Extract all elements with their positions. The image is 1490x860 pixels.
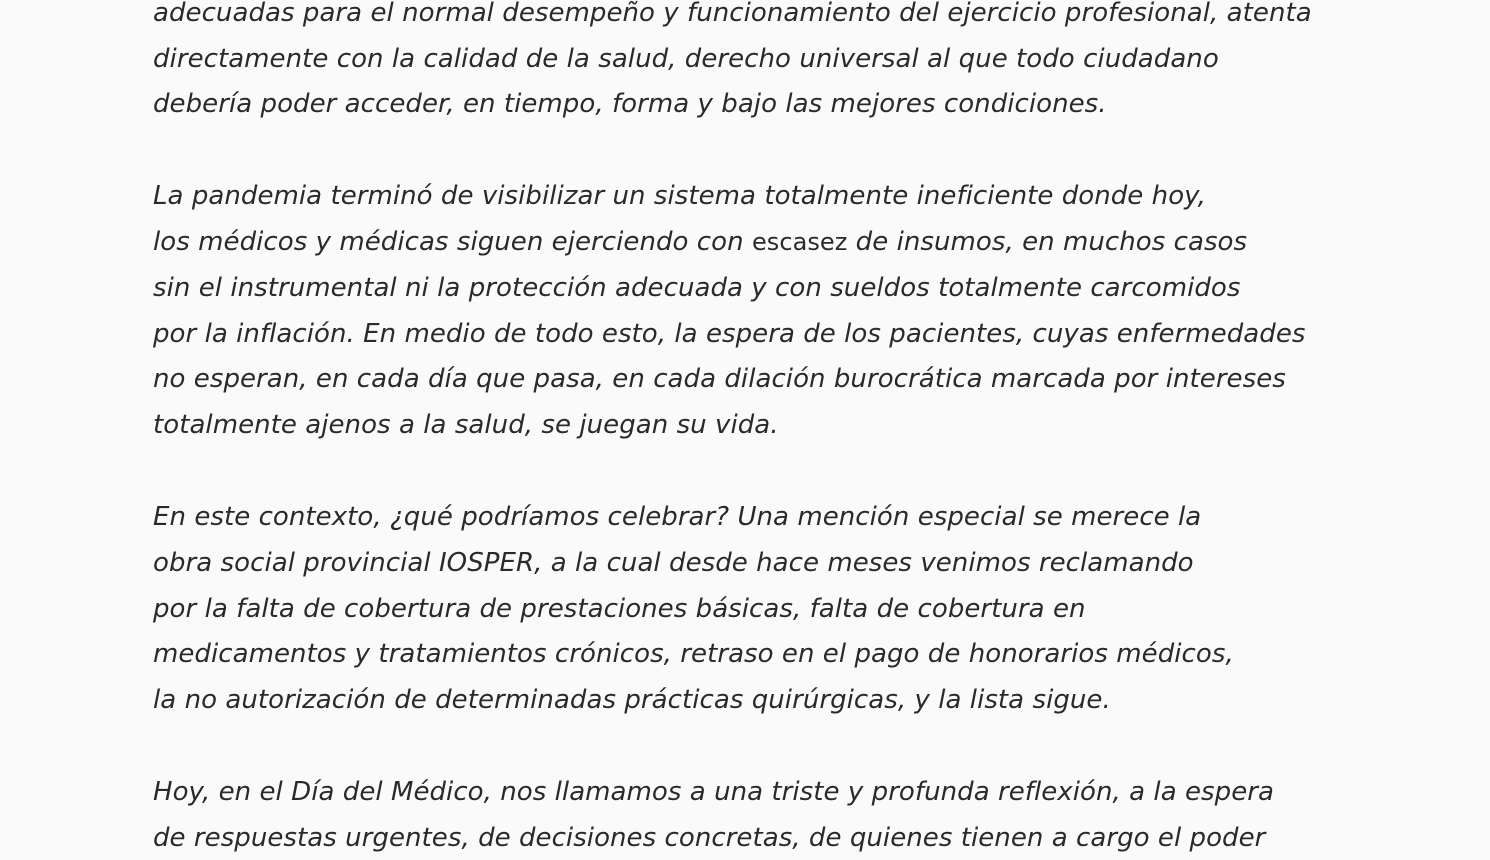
text-line: En este contexto, ¿qué podríamos celebrar? Una mención especial se merece la	[153, 501, 1202, 532]
text-line: no esperan, en cada día que pasa, en cada dilación burocrática marcada por intereses	[153, 364, 1286, 395]
text-segment: los médicos y médicas siguen ejerciendo con	[153, 226, 752, 257]
text-line-mixed	[153, 220, 1333, 266]
text-line: la no autorización de determinadas prácticas quirúrgicas, y la lista sigue.	[153, 685, 1111, 716]
text-line: La pandemia terminó de visibilizar un sistema totalmente ineficiente donde hoy,	[153, 181, 1206, 212]
text-line: Hoy, en el Día del Médico, nos llamamos a una triste y profunda reflexión, a la espera	[153, 776, 1274, 807]
text-line: por la falta de cobertura de prestaciones básicas, falta de cobertura en	[153, 593, 1086, 624]
text-line: adecuadas para el normal desempeño y funcionamiento del ejercicio profesional, atenta	[153, 0, 1312, 28]
paragraph-3	[153, 495, 1333, 724]
article-body	[153, 0, 1333, 860]
text-segment: de insumos, en muchos casos	[847, 226, 1248, 257]
paragraph-2	[153, 174, 1333, 449]
text-line: debería poder acceder, en tiempo, forma y bajo las mejores condiciones.	[153, 89, 1107, 120]
text-line: directamente con la calidad de la salud, derecho universal al que todo ciudadano	[153, 43, 1219, 74]
upright-word: escasez	[751, 227, 848, 256]
paragraph-1	[153, 0, 1333, 128]
text-line: obra social provincial IOSPER, a la cual desde hace meses venimos reclamando	[153, 547, 1194, 578]
text-line: por la inflación. En medio de todo esto, la espera de los pacientes, cuyas enfermedades	[153, 318, 1306, 349]
text-line: sin el instrumental ni la protección adecuada y con sueldos totalmente carcomidos	[153, 272, 1241, 303]
text-line: medicamentos y tratamientos crónicos, retraso en el pago de honorarios médicos,	[153, 639, 1234, 670]
text-line: totalmente ajenos a la salud, se juegan su vida.	[153, 410, 779, 441]
text-line: de respuestas urgentes, de decisiones concretas, de quienes tienen a cargo el poder	[153, 822, 1266, 853]
paragraph-4	[153, 770, 1333, 860]
